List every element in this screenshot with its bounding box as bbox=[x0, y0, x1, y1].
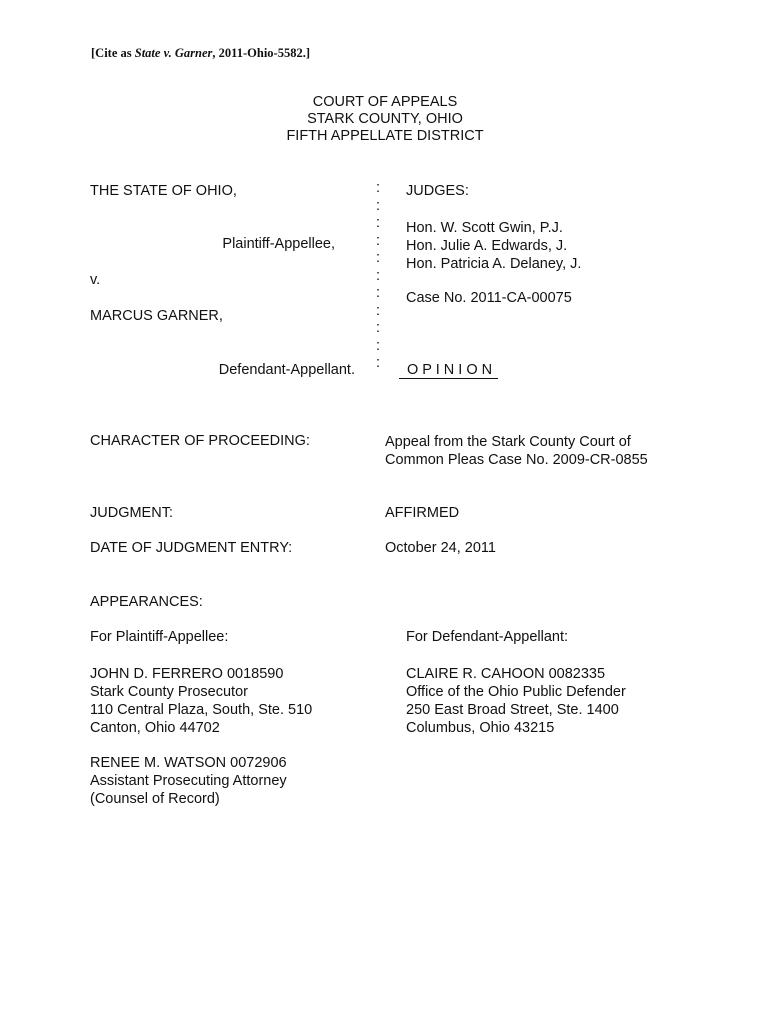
plaintiff-role: Plaintiff-Appellee, bbox=[222, 236, 335, 252]
colon: : bbox=[376, 337, 381, 354]
opinion-title bbox=[399, 362, 498, 379]
judgment-label: JUDGMENT: bbox=[90, 505, 173, 521]
proceeding-label: CHARACTER OF PROCEEDING: bbox=[90, 433, 310, 449]
colon: : bbox=[376, 232, 381, 249]
colon: : bbox=[376, 320, 381, 336]
court-district: FIFTH APPELLATE DISTRICT bbox=[286, 128, 484, 144]
cite-case-name: State v. Garner bbox=[134, 46, 213, 60]
defendant-counsel-block bbox=[406, 665, 626, 737]
judge-name: Hon. Julie A. Edwards, J. bbox=[406, 238, 568, 254]
court-county: STARK COUNTY, OHIO bbox=[307, 111, 463, 127]
cite-prefix: [Cite as bbox=[91, 46, 135, 60]
citation-line bbox=[91, 45, 310, 62]
versus: v. bbox=[90, 272, 101, 288]
colon: : bbox=[376, 302, 381, 319]
proceeding-line: Appeal from the Stark County Court of bbox=[385, 434, 631, 450]
court-name: COURT OF APPEALS bbox=[312, 94, 458, 110]
court-heading bbox=[185, 94, 585, 145]
proceeding-value bbox=[385, 433, 648, 469]
counsel-line: 250 East Broad Street, Ste. 1400 bbox=[406, 702, 619, 718]
counsel-line: CLAIRE R. CAHOON 0082335 bbox=[406, 666, 606, 682]
counsel-line: Office of the Ohio Public Defender bbox=[406, 684, 626, 700]
judges-list bbox=[406, 219, 581, 273]
colon: : bbox=[376, 180, 381, 196]
plaintiff-counsel-heading: For Plaintiff-Appellee: bbox=[90, 629, 229, 645]
colon: : bbox=[376, 215, 381, 231]
plaintiff-counsel-block-2 bbox=[90, 754, 287, 808]
counsel-line: Columbus, Ohio 43215 bbox=[406, 720, 555, 736]
colon: : bbox=[376, 250, 381, 266]
judges-heading: JUDGES: bbox=[406, 183, 469, 199]
caption-divider bbox=[376, 180, 386, 373]
cite-suffix: , 2011-Ohio-5582.] bbox=[212, 46, 310, 60]
defendant-name: MARCUS GARNER, bbox=[90, 308, 223, 324]
counsel-line: Stark County Prosecutor bbox=[90, 684, 248, 700]
entry-date-label: DATE OF JUDGMENT ENTRY: bbox=[90, 540, 293, 556]
judge-name: Hon. W. Scott Gwin, P.J. bbox=[406, 220, 563, 236]
plaintiff-counsel-block bbox=[90, 665, 312, 737]
judge-name: Hon. Patricia A. Delaney, J. bbox=[406, 256, 582, 272]
counsel-line: (Counsel of Record) bbox=[90, 791, 220, 807]
case-number: Case No. 2011-CA-00075 bbox=[406, 290, 572, 306]
counsel-line: Assistant Prosecuting Attorney bbox=[90, 773, 287, 789]
defendant-role: Defendant-Appellant. bbox=[218, 362, 355, 378]
appearances-heading: APPEARANCES: bbox=[90, 594, 203, 610]
counsel-line: Canton, Ohio 44702 bbox=[90, 720, 220, 736]
counsel-line: RENEE M. WATSON 0072906 bbox=[90, 755, 287, 771]
judgment-value: AFFIRMED bbox=[385, 505, 460, 521]
entry-date-value: October 24, 2011 bbox=[385, 540, 496, 556]
defendant-counsel-heading: For Defendant-Appellant: bbox=[406, 629, 569, 645]
proceeding-line: Common Pleas Case No. 2009-CR-0855 bbox=[385, 452, 648, 468]
plaintiff-name: THE STATE OF OHIO, bbox=[90, 183, 237, 199]
counsel-line: JOHN D. FERRERO 0018590 bbox=[90, 666, 284, 682]
opinion-label: O P I N I O N bbox=[399, 362, 498, 379]
counsel-line: 110 Central Plaza, South, Ste. 510 bbox=[90, 702, 313, 718]
colon: : bbox=[376, 285, 381, 301]
colon: : bbox=[376, 267, 381, 284]
colon: : bbox=[376, 355, 381, 371]
colon: : bbox=[376, 197, 381, 214]
